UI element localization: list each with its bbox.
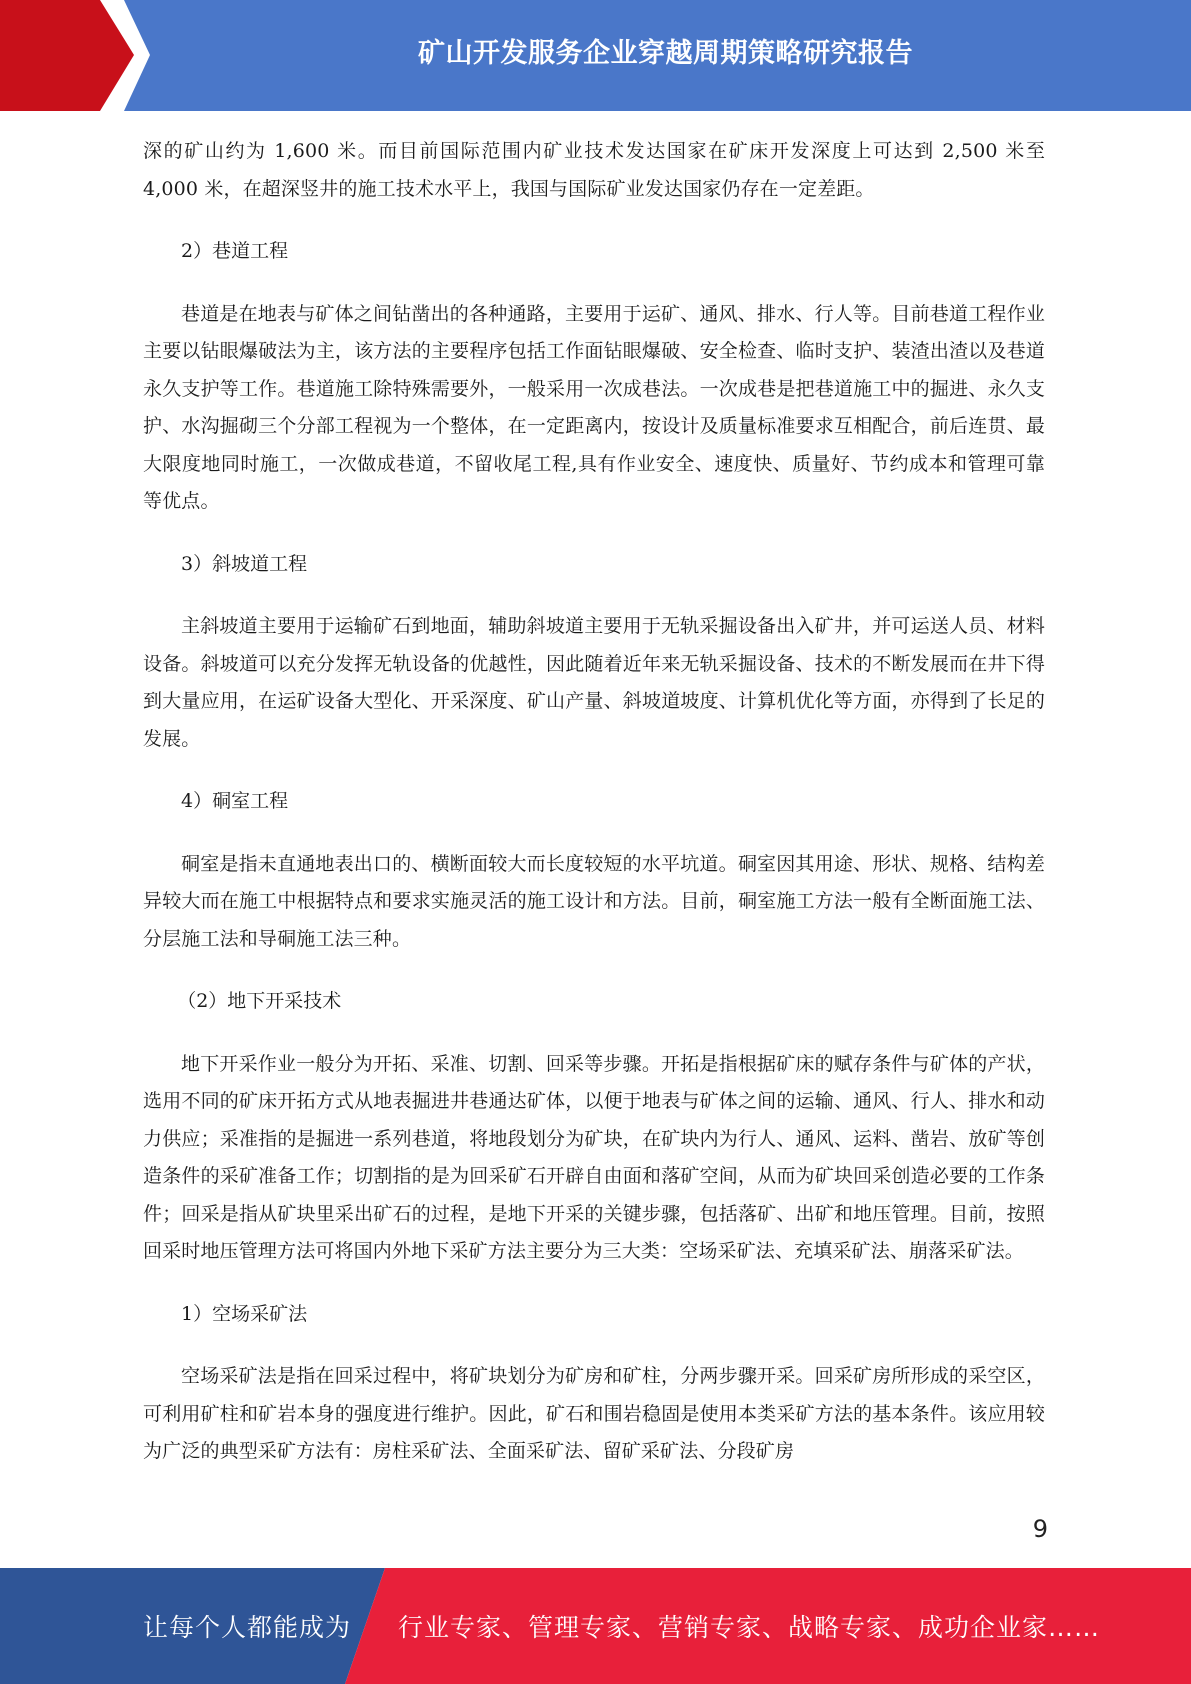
- footer-slogan-right: 行业专家、管理专家、营销专家、战略专家、成功企业家……: [398, 1613, 1101, 1642]
- section-heading-ramp: 3）斜坡道工程: [181, 552, 308, 575]
- section-heading-open-stope: 1）空场采矿法: [181, 1302, 308, 1325]
- page-number: 9: [1032, 1515, 1048, 1543]
- section-heading-roadway: 2）巷道工程: [181, 240, 289, 262]
- body-paragraph-roadway: 巷道是在地表与矿体之间钻凿出的各种通路，主要用于运矿、通风、排水、行人等。目前巷道工程作业主要以钻眼爆破法为主，该方法的主要程序包括工作面钻眼爆破、安全检查、临时支护、装渣出渣以及巷道永久支护等工作。巷道施工除特殊需要外，一般采用一次成巷法。一次成巷是把巷道施工中的掘进、永久支护、水沟掘砌三个分部工程视为一个整体，在一定距离内，按设计及质量标准要求互相配合，前后连贯、最大限度地同时施工，一次做成巷道，不留收尾工程,具有作业安全、速度快、质量好、节约成本和管理可靠等优点。: [143, 302, 1045, 512]
- body-paragraph-chamber: 硐室是指未直通地表出口的、横断面较大而长度较短的水平坑道。硐室因其用途、形状、规格、结构差异较大而在施工中根据特点和要求实施灵活的施工设计和方法。目前，硐室施工方法一般有全断面施工法、分层施工法和导硐施工法三种。: [143, 852, 1045, 950]
- body-paragraph-underground-mining: 地下开采作业一般分为开拓、采准、切割、回采等步骤。开拓是指根据矿床的赋存条件与矿体的产状，选用不同的矿床开拓方式从地表掘进井巷通达矿体，以便于地表与矿体之间的运输、通风、行人、排水和动力供应；采准指的是掘进一系列巷道，将地段划分为矿块，在矿块内为行人、通风、运料、凿岩、放矿等创造条件的采矿准备工作；切割指的是为回采矿石开辟自由面和落矿空间，从而为矿块回采创造必要的工作条件；回采是指从矿块里采出矿石的过程，是地下开采的关键步骤，包括落矿、出矿和地压管理。目前，按照回采时地压管理方法可将国内外地下采矿方法主要分为三大类：空场采矿法、充填采矿法、崩落采矿法。: [143, 1052, 1045, 1262]
- page-footer: [0, 1568, 1191, 1684]
- body-paragraph-ramp: 主斜坡道主要用于运输矿石到地面，辅助斜坡道主要用于无轨采掘设备出入矿井，并可运送人员、材料设备。斜坡道可以充分发挥无轨设备的优越性，因此随着近年来无轨采掘设备、技术的不断发展而在井下得到大量应用，在运矿设备大型化、开采深度、矿山产量、斜坡道坡度、计算机优化等方面，亦得到了长足的发展。: [143, 615, 1045, 750]
- footer-slogan-left: 让每个人都能成为: [143, 1613, 352, 1642]
- section-heading-chamber: 4）硐室工程: [181, 790, 289, 812]
- report-title: 矿山开发服务企业穿越周期策略研究报告: [418, 37, 913, 69]
- header-chevron-graphic: [0, 0, 160, 111]
- document-body: [143, 133, 1045, 1471]
- section-heading-underground-mining: （2）地下开采技术: [177, 990, 342, 1012]
- body-paragraph-open-stope: 空场采矿法是指在回采过程中，将矿块划分为矿房和矿柱，分两步骤开采。回采矿房所形成的采空区，可利用矿柱和矿岩本身的强度进行维护。因此，矿石和围岩稳固是使用本类采矿方法的基本条件。该应用较为广泛的典型采矿方法有：房柱采矿法、全面采矿法、留矿采矿法、分段矿房: [143, 1365, 1045, 1462]
- page-header: [0, 0, 1191, 111]
- body-paragraph-continued: 深的矿山约为 1,600 米。而目前国际范围内矿业技术发达国家在矿床开发深度上可达到 2,500 米至 4,000 米，在超深竖井的施工技术水平上，我国与国际矿业发达国家仍存在一定差距。: [143, 140, 1045, 200]
